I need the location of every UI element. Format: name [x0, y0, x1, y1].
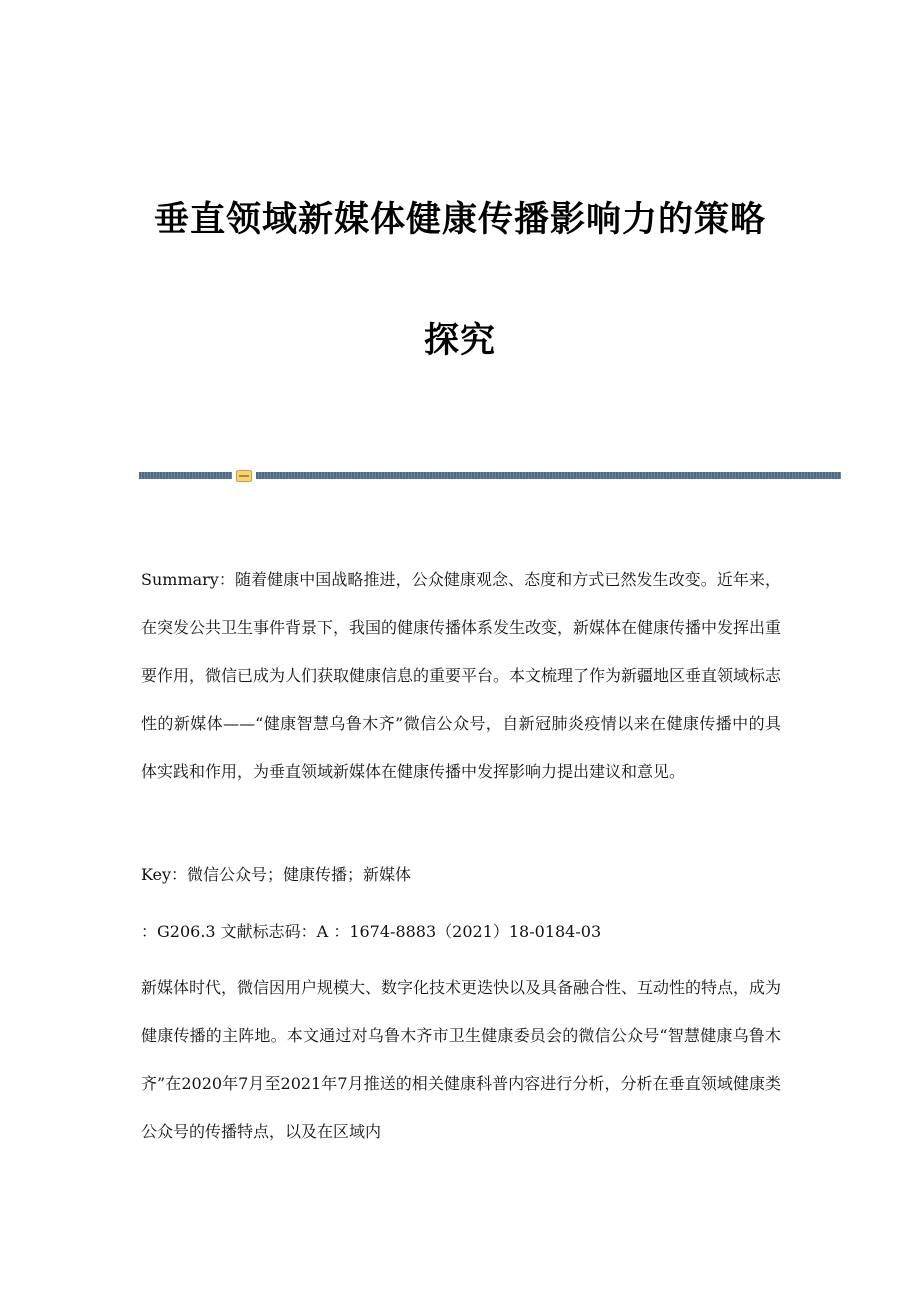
summary-paragraph: Summary：随着健康中国战略推进，公众健康观念、态度和方式已然发生改变。近年来，在突发公共卫生事件背景下，我国的健康传播体系发生改变，新媒体在健康传播中发挥出重要作用，微信已成为人们获取健康信息的重要平台。本文梳理了作为新疆地区垂直领域标志性的新媒体——“健康智慧乌鲁木齐”微信公众号，自新冠肺炎疫情以来在健康传播中的具体实践和作用，为垂直领域新媒体在健康传播中发挥影响力提出建议和意见。 [141, 570, 782, 781]
divider-ornament-icon [236, 470, 252, 482]
keywords-line: Key：微信公众号；健康传播；新媒体 [141, 865, 412, 884]
decorative-divider [139, 470, 841, 482]
divider-bar-left [139, 472, 232, 479]
classification-code-line: ：G206.3 文献标志码：A ：1674-8883（2021）18-0184-03 [141, 922, 602, 941]
intro-paragraph: 新媒体时代，微信因用户规模大、数字化技术更迭快以及具备融合性、互动性的特点，成为健康传播的主阵地。本文通过对乌鲁木齐市卫生健康委员会的微信公众号“智慧健康乌鲁木齐”在2020年7月至2021年7月推送的相关健康科普内容进行分析，分析在垂直领域健康类公众号的传播特点，以及在区域内 [141, 978, 782, 1141]
divider-bar-right [256, 472, 841, 479]
document-title-line-2: 探究 [423, 321, 496, 361]
document-title-line-1: 垂直领域新媒体健康传播影响力的策略 [153, 200, 766, 240]
